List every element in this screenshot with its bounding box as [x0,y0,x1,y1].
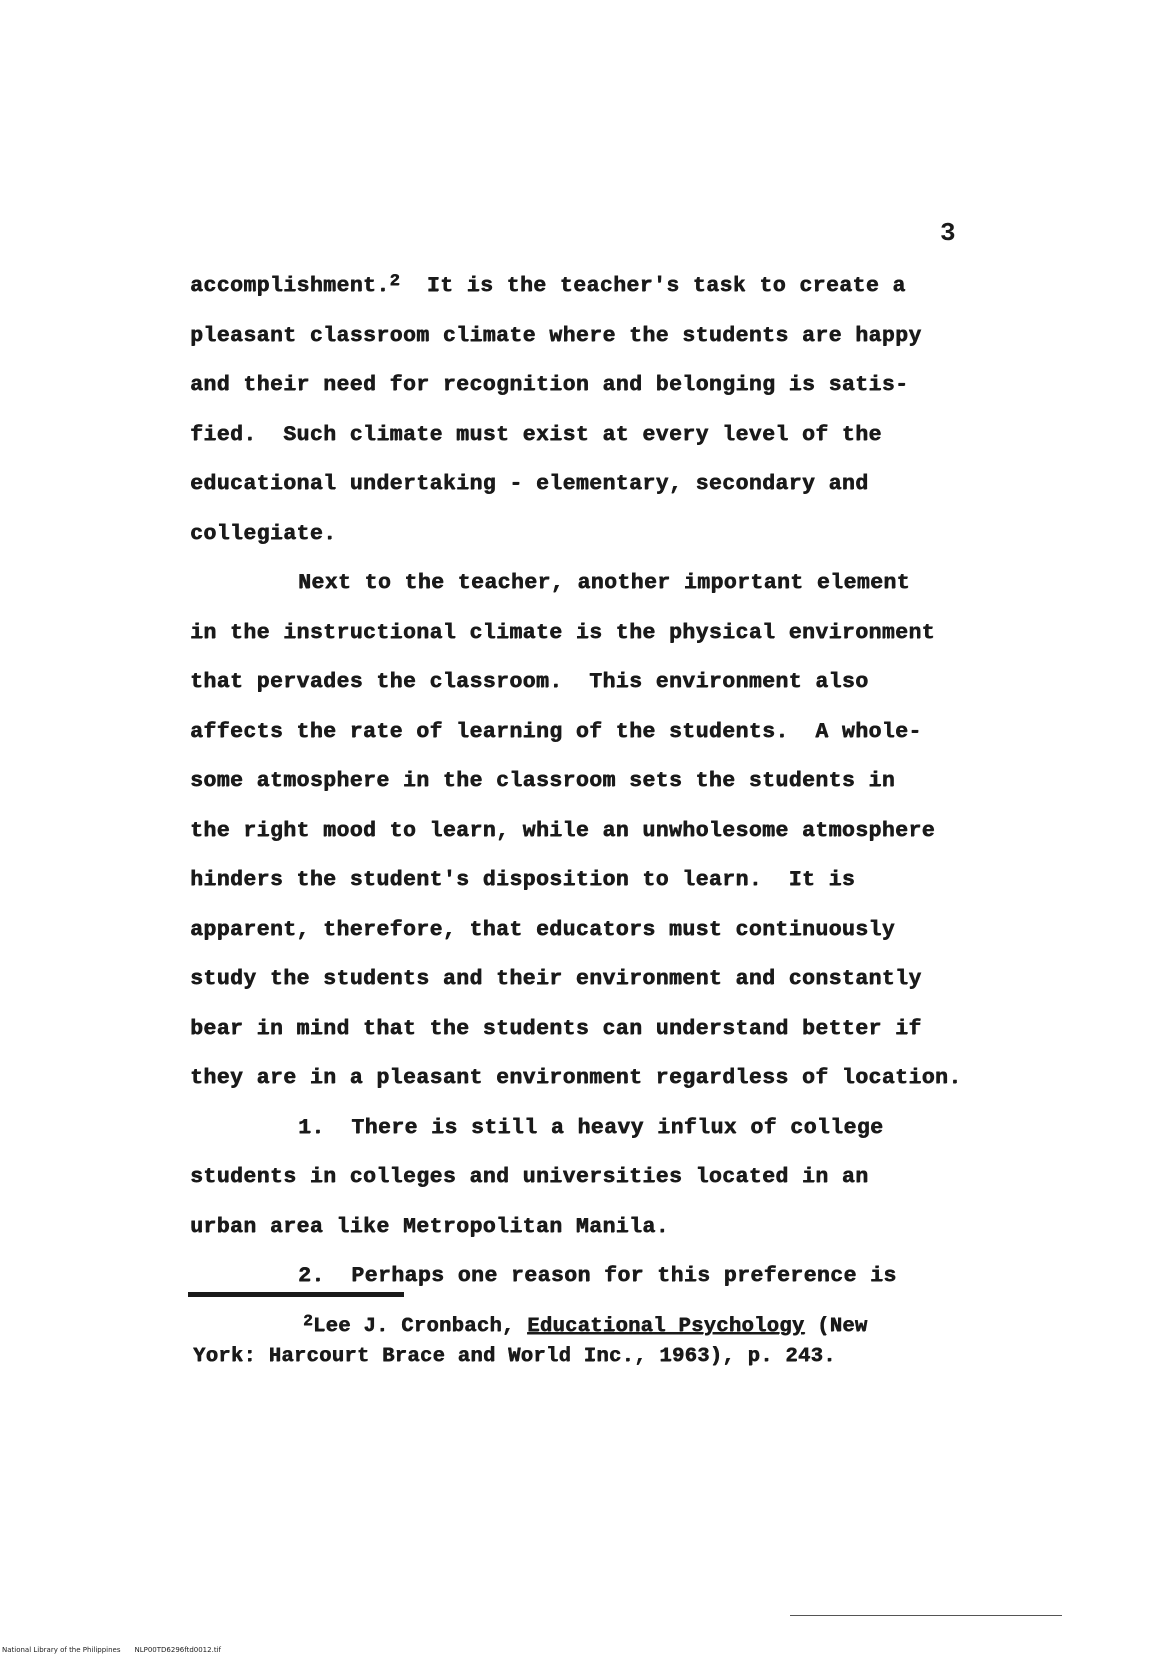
page-number: 3 [940,218,956,248]
text-line: some atmosphere in the classroom sets the students in [190,769,896,793]
footnote-reference: 2 [389,272,401,291]
text-line: pleasant classroom climate where the students are happy [190,323,922,348]
footer-library: National Library of the Philippines [2,1646,121,1654]
text-line [190,262,990,312]
text-line: affects the rate of learning of the students. A whole- [190,719,922,744]
text-line: collegiate. [190,521,337,546]
text-line: educational undertaking - elementary, secondary and [190,472,869,496]
scan-footer [2,1646,221,1654]
footnote-author: Lee J. Cronbach, [312,1315,528,1338]
footnote-tail: (New [804,1315,868,1338]
footnote-mark: 2 [303,1312,313,1330]
text-line: students in colleges and universities located in an [190,1165,869,1189]
footer-filename: NLP00TD6296ftd0012.tif [134,1646,221,1654]
numbered-item-line: 2. Perhaps one reason for this preference is [298,1264,897,1288]
body-text [190,262,990,1302]
text-line: urban area like Metropolitan Manila. [190,1214,669,1239]
footnote-line: York: Harcourt Brace and World Inc., 1963), p. 243. [193,1345,836,1368]
text-line: hinders the student's disposition to learn. It is [190,868,856,892]
text-line: apparent, therefore, that educators must continuously [190,917,896,942]
paragraph-start-line: Next to the teacher, another important element [298,571,910,595]
text-line: bear in mind that the students can understand better if [190,1016,922,1041]
footnote-title: Educational Psychology [527,1315,805,1338]
text-line: in the instructional climate is the physical environment [190,620,935,645]
scan-edge-line [790,1615,1062,1616]
footnote-line [193,1312,993,1342]
footnote-divider [188,1292,404,1297]
text-line: fied. Such climate must exist at every level of the [190,422,882,447]
numbered-item-line: 1. There is still a heavy influx of college [298,1115,884,1140]
footnote [193,1312,993,1372]
text-line: the right mood to learn, while an unwholesome atmosphere [190,818,935,843]
text-line-content: It is the teacher's task to create a [400,274,906,298]
text-line: and their need for recognition and belonging is satis- [190,373,909,397]
text-line: study the students and their environment and constantly [190,967,922,991]
text-line: they are in a pleasant environment regardless of location. [190,1066,962,1090]
text-line: that pervades the classroom. This environment also [190,670,869,694]
text-line-content: accomplishment. [190,274,390,298]
